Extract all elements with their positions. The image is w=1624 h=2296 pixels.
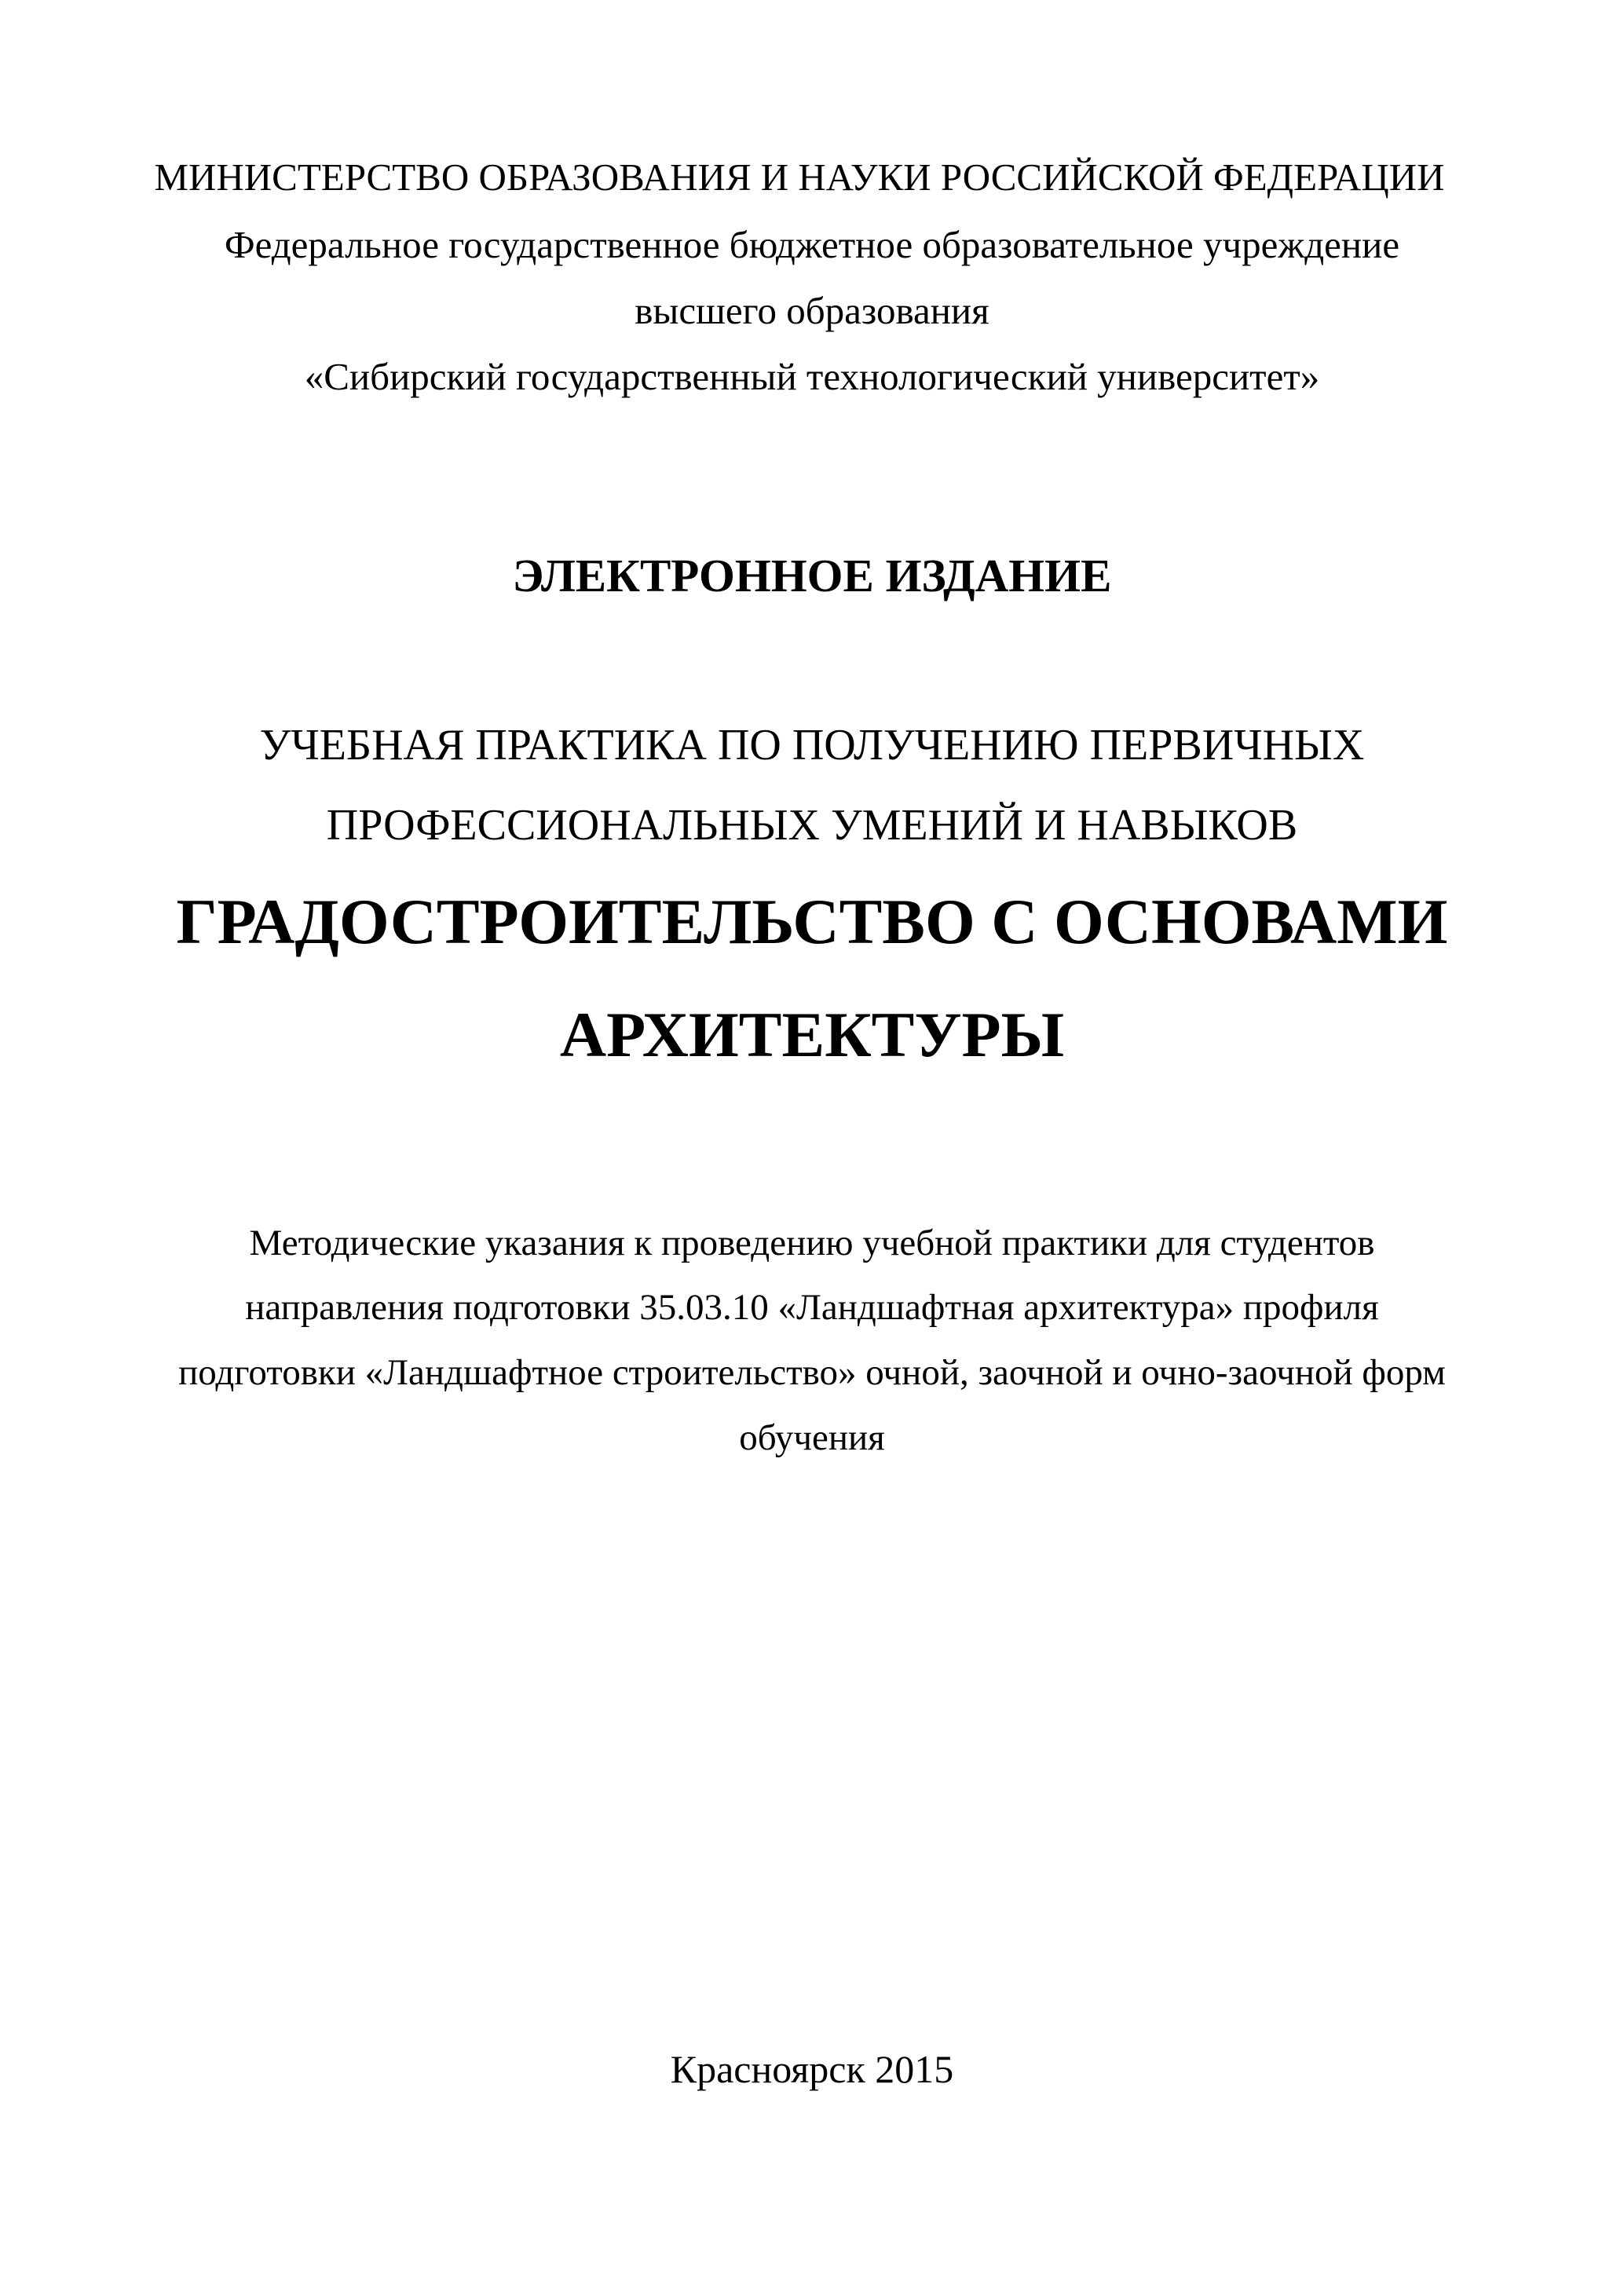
ministry-heading: МИНИСТЕРСТВО ОБРАЗОВАНИЯ И НАУКИ РОССИЙСКОЙ ФЕДЕРАЦИИ (154, 155, 1445, 199)
description-line-1: Методические указания к проведению учебной практики для студентов (249, 1223, 1375, 1263)
description-line-2: направления подготовки 35.03.10 «Ландшафтная архитектура» профиля (245, 1287, 1379, 1328)
education-level-line: высшего образования (635, 289, 989, 332)
practice-title-line-1: УЧЕБНАЯ ПРАКТИКА ПО ПОЛУЧЕНИЮ ПЕРВИЧНЫХ (259, 721, 1365, 770)
practice-title-line-2: ПРОФЕССИОНАЛЬНЫХ УМЕНИЙ И НАВЫКОВ (326, 801, 1298, 850)
main-title-line-1: ГРАДОСТРОИТЕЛЬСТВО С ОСНОВАМИ (176, 886, 1448, 957)
description-line-3: подготовки «Ландшафтное строительство» очной, заочной и очно-заочной форм (178, 1352, 1446, 1393)
main-title-line-2: АРХИТЕКТУРЫ (559, 999, 1065, 1070)
city-year: Красноярск 2015 (670, 2047, 954, 2091)
institution-type-line: Федеральное государственное бюджетное образовательное учреждение (224, 223, 1400, 266)
description-line-4: обучения (739, 1417, 885, 1458)
university-name: «Сибирский государственный технологический университет» (304, 355, 1320, 398)
edition-label: ЭЛЕКТРОННОЕ ИЗДАНИЕ (512, 550, 1112, 601)
